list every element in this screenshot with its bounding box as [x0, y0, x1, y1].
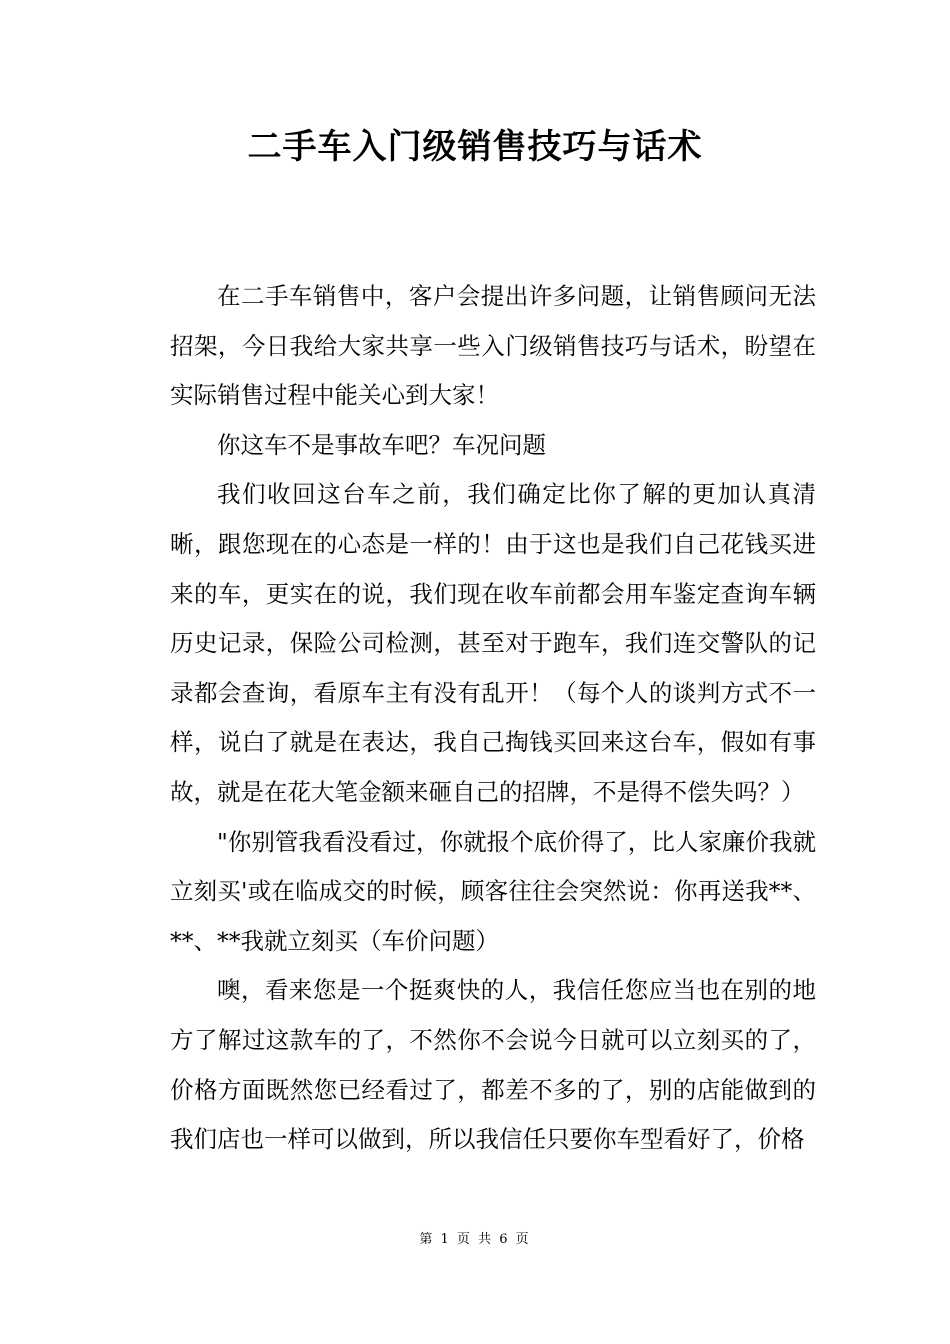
page-number-footer: 第 1 页 共 6 页: [419, 1232, 531, 1247]
document-body: [170, 272, 816, 1165]
paragraph-question-price: "你别管我看没看过，你就报个底价得了，比人家廉价我就立刻买'或在临成交的时候，顾客往往会突然说：你再送我**、**、**我就立刻买（车价问题）: [170, 827, 816, 955]
paragraph-question-accident: 你这车不是事故车吧？车况问题: [217, 430, 546, 459]
document-title: 二手车入门级销售技巧与话术: [247, 127, 703, 167]
paragraph-answer-price: 噢，看来您是一个挺爽快的人，我信任您应当也在别的地方了解过这款车的了，不然你不会说今日就可以立刻买的了，价格方面既然您已经看过了，都差不多的了，别的店能做到的我们店也一样可以做到，所以我信任只要你车型看好了，价格: [170, 976, 816, 1154]
paragraph-answer-accident: 我们收回这台车之前，我们确定比你了解的更加认真清晰，跟您现在的心态是一样的！由于这也是我们自己花钱买进来的车，更实在的说，我们现在收车前都会用车鉴定查询车辆历史记录，保险公司检测，甚至对于跑车，我们连交警队的记录都会查询，看原车主有没有乱开！（每个人的谈判方式不一样，说白了就是在表达，我自己掏钱买回来这台车，假如有事故，就是在花大笔金额来砸自己的招牌，不是得不偿失吗？）: [170, 480, 816, 806]
paragraph-intro: 在二手车销售中，客户会提出许多问题，让销售顾问无法招架，今日我给大家共享一些入门级销售技巧与话术，盼望在实际销售过程中能关心到大家！: [170, 282, 816, 410]
